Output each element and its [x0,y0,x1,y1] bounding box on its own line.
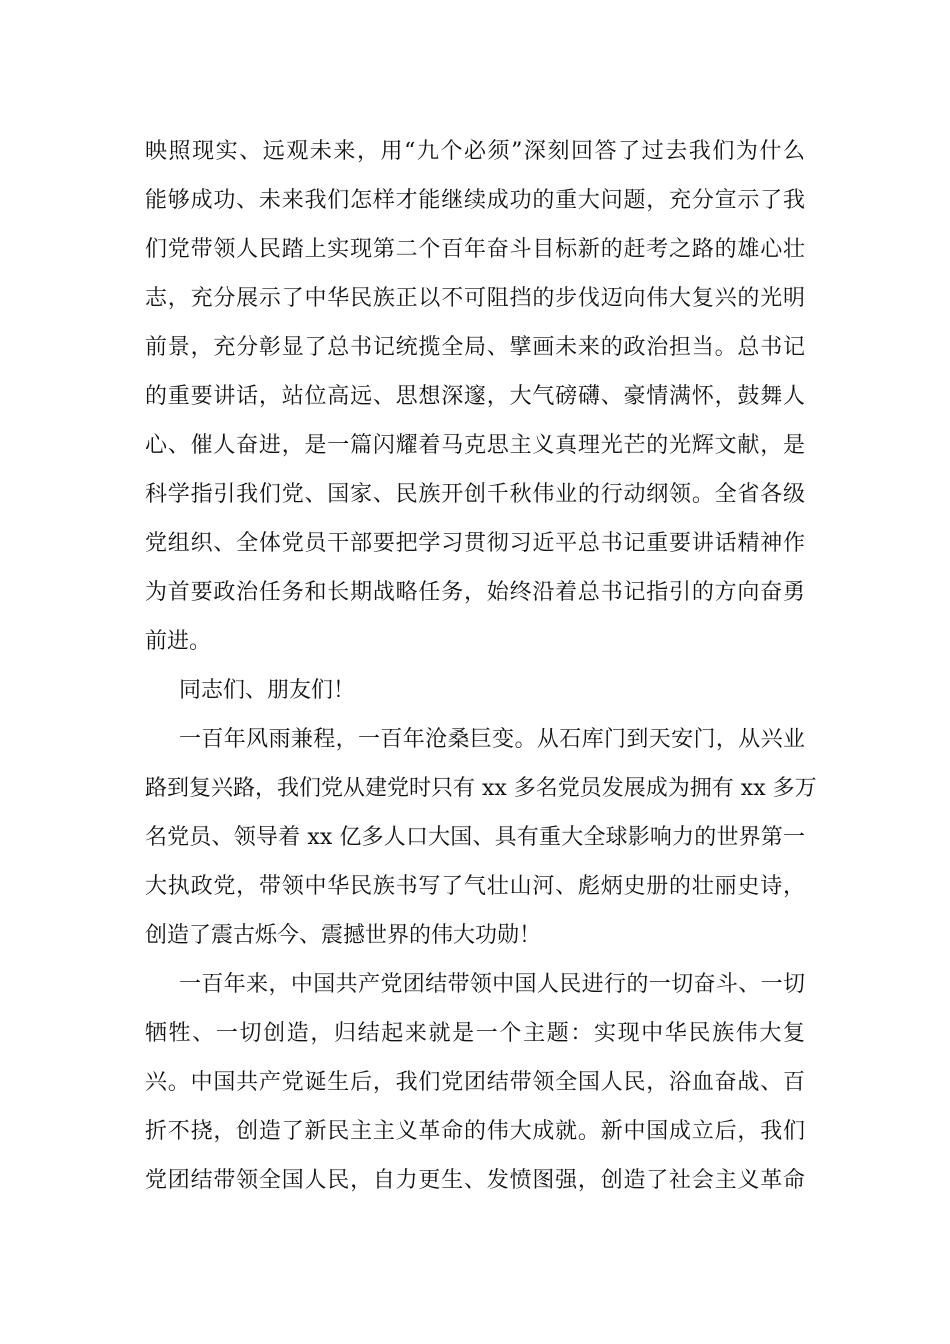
text-line: 兴。中国共产党诞生后，我们党团结带领全国人民，浴血奋战、百 [145,1070,805,1095]
text-line: 前进。 [145,629,212,654]
text-line: 为首要政治任务和长期战略任务，始终沿着总书记指引的方向奋勇 [145,580,805,605]
text-line: 党团结带领全国人民，自力更生、发愤图强，创造了社会主义革命 [145,1168,805,1193]
text-line: 一百年来，中国共产党团结带领中国人民进行的一切奋斗、一切 [179,972,805,997]
text-line: 一百年风雨兼程，一百年沧桑巨变。从石库门到天安门，从兴业 [179,727,805,752]
text-line: 的重要讲话，站位高远、思想深邃，大气磅礴、豪情满怀，鼓舞人 [145,384,805,409]
text-line: 科学指引我们党、国家、民族开创千秋伟业的行动纲领。全省各级 [145,482,805,507]
text-line: 能够成功、未来我们怎样才能继续成功的重大问题，充分宣示了我 [145,188,805,213]
text-line: 志，充分展示了中华民族正以不可阻挡的步伐迈向伟大复兴的光明 [145,286,805,311]
text-line: 们党带领人民踏上实现第二个百年奋斗目标新的赶考之路的雄心壮 [145,237,805,262]
text-line: 映照现实、远观未来，用“九个必须”深刻回答了过去我们为什么 [145,139,805,164]
text-line: 折不挠，创造了新民主主义革命的伟大成就。新中国成立后，我们 [145,1119,805,1144]
greeting-line: 同志们、朋友们！ [179,678,356,703]
text-line: 党组织、全体党员干部要把学习贯彻习近平总书记重要讲话精神作 [145,531,805,556]
text-line: 名党员、领导着 xx 亿多人口大国、具有重大全球影响力的世界第一 [145,825,805,850]
text-line: 前景，充分彰显了总书记统揽全局、擘画未来的政治担当。总书记 [145,335,805,360]
text-line: 牺牲、一切创造，归结起来就是一个主题：实现中华民族伟大复 [145,1021,805,1046]
text-line: 路到复兴路，我们党从建党时只有 xx 多名党员发展成为拥有 xx 多万 [145,776,817,801]
text-line: 创造了震古烁今、震撼世界的伟大功勋！ [145,923,542,948]
text-line: 心、催人奋进，是一篇闪耀着马克思主义真理光芒的光辉文献，是 [145,433,805,458]
text-line: 大执政党，带领中华民族书写了气壮山河、彪炳史册的壮丽史诗， [145,874,805,899]
